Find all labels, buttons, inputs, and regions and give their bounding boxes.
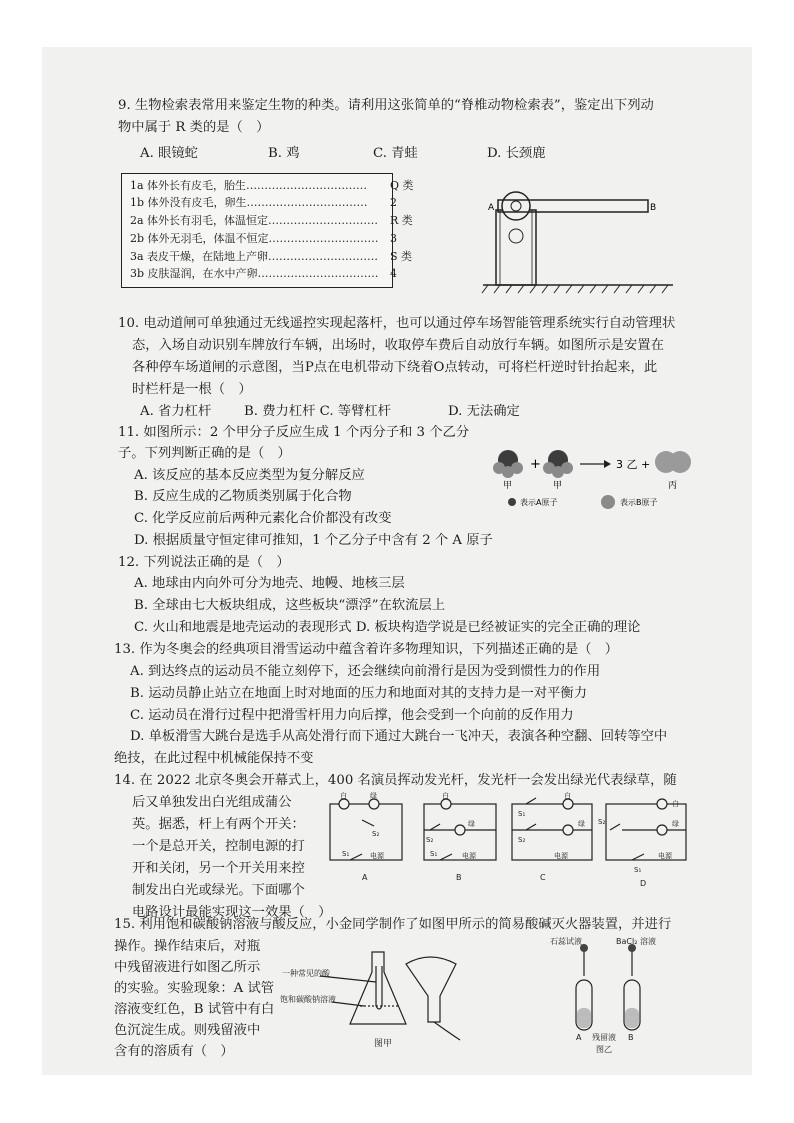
q15-stem-line5: 溶液变红色，B 试管中有白 [114, 1002, 275, 1017]
label-bing: 丙 [668, 481, 678, 491]
label-bacl2: BaCl₂ 溶液 [616, 937, 656, 946]
key-row: 2b 体外无羽毛，体温不恒定………………………… 3 [130, 232, 397, 245]
q13-stem: 13. 作为冬奥会的经典项目滑雪运动中蕴含着许多物理知识，下列描述正确的是（ ） [114, 642, 619, 657]
label-residue: 残留液 [592, 1033, 616, 1042]
q9-option-d[interactable]: D. 长颈鹿 [487, 146, 546, 161]
q10-option-bc[interactable]: B. 费力杠杆 C. 等臂杠杆 [244, 404, 391, 419]
circuit-a-green: 绿 [370, 792, 377, 800]
label-jia-1: 甲 [503, 481, 513, 491]
q10-stem-line2: 态，入场自动识别车牌放行车辆，出场时，收取停车费后自动放行车辆。如图所示是安置在 [132, 338, 664, 353]
circuit-c-s1: S₁ [518, 810, 526, 818]
q11-stem-line2: 子。下列判断正确的是（ ） [118, 446, 291, 461]
circuit-b-white: 白 [442, 792, 449, 800]
label-litmus: 石蕊试液 [550, 937, 582, 946]
molecule-reaction-figure [488, 442, 698, 514]
q9-option-a[interactable]: A. 眼镜蛇 [140, 146, 198, 161]
q15-stem-line3: 中残留液进行如图乙所示 [114, 960, 261, 975]
reaction-plus: + [530, 457, 541, 472]
q12-option-b[interactable]: B. 全球由七大板块组成，这些板块“漂浮”在软流层上 [134, 598, 446, 613]
key-row: 2a 体外长有羽毛，体温恒定………………………… R 类 [130, 214, 413, 227]
circuit-label-a: A [362, 873, 368, 882]
circuit-c-power: 电源 [554, 852, 568, 860]
circuit-c-green: 绿 [578, 820, 585, 828]
q15-stem-line7: 含有的溶质有（ ） [114, 1044, 234, 1059]
label-tube-a: A [576, 1033, 582, 1042]
q14-stem-line5: 开和关闭，另一个开关用来控 [132, 861, 305, 876]
q13-option-a[interactable]: A. 到达终点的运动员不能立刻停下，还会继续向前滑行是因为受到惯性力的作用 [130, 664, 601, 679]
q13-option-d[interactable]: D. 单板滑雪大跳台是选手从高处滑行而下通过大跳台一飞冲天，表演各种空翻、回转等空中 [130, 729, 668, 744]
circuit-label-d: D [640, 879, 647, 888]
circuit-b-power: 电源 [462, 852, 476, 860]
circuit-a-power: 电源 [370, 852, 384, 860]
gate-label-a: A [488, 203, 495, 213]
circuit-d-green: 绿 [672, 820, 679, 828]
q9-stem-line2: 物中属于 R 类的是（ ） [118, 120, 270, 135]
label-fig-jia: 图甲 [374, 1039, 393, 1049]
gate-label-b: B [650, 203, 657, 213]
key-row: 1b 体外没有皮毛，卵生…………………………… 2 [130, 196, 397, 209]
circuit-d-power: 电源 [658, 852, 672, 860]
q11-stem-line1: 11. 如图所示：2 个甲分子反应生成 1 个丙分子和 3 个乙分 [118, 425, 470, 440]
q12-option-cd[interactable]: C. 火山和地震是地壳运动的表现形式 D. 板块构造学说是已经被证实的完全正确的理论 [134, 620, 641, 635]
q15-stem-line2: 操作。操作结束后，对瓶 [114, 939, 261, 954]
circuit-label-b: B [456, 873, 462, 882]
q15-stem-line1: 15. 利用饱和碳酸钠溶液与酸反应，小金同学制作了如图甲所示的简易酸碱灭火器装置，并进行 [114, 917, 672, 932]
q9-option-c[interactable]: C. 青蛙 [373, 146, 418, 161]
q15-stem-line4: 的实验。实验现象：A 试管 [114, 981, 275, 996]
circuit-c-white: 白 [564, 792, 571, 800]
q14-stem-line6: 制发出白光或绿光。下面哪个 [132, 883, 305, 898]
q13-option-b[interactable]: B. 运动员静止站立在地面上时对地面的压力和地面对其的支持力是一对平衡力 [130, 686, 588, 701]
key-row: 1a 体外长有皮毛，胎生…………………………… Q 类 [130, 179, 414, 192]
circuit-d-s2: S₂ [598, 818, 606, 826]
q12-stem: 12. 下列说法正确的是（ ） [118, 555, 290, 570]
label-soda-solution: 饱和碳酸钠溶液 [280, 995, 336, 1004]
label-tube-b: B [628, 1033, 634, 1042]
circuit-a-s2: S₂ [372, 830, 380, 838]
circuit-d-white: 白 [672, 800, 679, 808]
circuit-d-s1: S₁ [634, 866, 642, 874]
q11-option-c[interactable]: C. 化学反应前后两种元素化合价都没有改变 [134, 511, 392, 526]
vertebrate-key-table [121, 173, 414, 288]
q10-stem-line1: 10. 电动道闸可单独通过无线遥控实现起落杆，也可以通过停车场智能管理系统实行自动管理状 [118, 316, 676, 331]
q14-stem-line1: 14. 在 2022 北京冬奥会开幕式上，400 名演员挥动发光杆，发光杆一会发出绿光代表绿草，随 [114, 773, 677, 788]
reaction-product-yi: 3 乙 + [616, 458, 651, 471]
circuit-b-s1: S₁ [430, 850, 438, 858]
barrier-gate-figure [478, 170, 678, 300]
q9-stem-line1: 9. 生物检索表常用来鉴定生物的种类。请利用这张简单的“脊椎动物检索表”，鉴定出下列动 [118, 98, 654, 113]
q11-option-a[interactable]: A. 该反应的基本反应类型为复分解反应 [134, 468, 365, 483]
q11-option-d[interactable]: D. 根据质量守恒定律可推知，1 个乙分子中含有 2 个 A 原子 [134, 533, 493, 548]
q15-stem-line6: 色沉淀生成。则残留液中 [114, 1023, 261, 1038]
circuit-c-s2: S₂ [518, 836, 526, 844]
q10-option-a[interactable]: A. 省力杠杆 [140, 404, 212, 419]
circuit-label-c: C [540, 873, 546, 882]
circuit-a-white: 白 [340, 792, 347, 800]
q13-option-d-cont: 绝技，在此过程中机械能保持不变 [114, 751, 314, 766]
circuit-a-s1: S₁ [342, 850, 350, 858]
circuit-b-s2: S₂ [426, 836, 434, 844]
q14-stem-line3: 英。据悉，杆上有两个开关： [132, 817, 305, 832]
q14-stem-line4: 一个是总开关，控制电源的打 [132, 839, 305, 854]
q14-circuit-diagrams [322, 790, 692, 890]
key-row: 3b 皮肤湿润，在水中产卵…………………………… 4 [130, 267, 397, 280]
circuit-b-green: 绿 [468, 820, 475, 828]
q14-stem-line2: 后又单独发出白光组成蒲公 [132, 795, 292, 810]
q10-option-d[interactable]: D. 无法确定 [448, 404, 520, 419]
label-fig-yi: 图乙 [596, 1045, 612, 1054]
label-acid: 一种常见的酸 [282, 969, 330, 978]
q10-stem-line4: 时栏杆是一根（ ） [132, 382, 252, 397]
q10-stem-line3: 各种停车场道闸的示意图，当P点在电机带动下绕着O点转动，可将栏杆逆时针抬起来，此 [132, 360, 658, 375]
q12-option-a[interactable]: A. 地球由内向外可分为地壳、地幔、地核三层 [134, 576, 405, 591]
q11-option-b[interactable]: B. 反应生成的乙物质类别属于化合物 [134, 489, 352, 504]
q13-option-c[interactable]: C. 运动员在滑行过程中把滑雪杆用力向后撑，他会受到一个向前的反作用力 [130, 708, 574, 723]
q9-option-b[interactable]: B. 鸡 [268, 146, 300, 161]
q14-stem-line7: 电路设计最能实现这一效果（ ） [132, 905, 332, 920]
key-row: 3a 表皮干燥，在陆地上产卵………………………… S 类 [130, 250, 413, 263]
legend-b-atom: 表示B原子 [620, 498, 658, 507]
q15-apparatus-figures [280, 936, 680, 1054]
legend-a-atom: 表示A原子 [520, 498, 558, 507]
label-jia-2: 甲 [553, 481, 563, 491]
